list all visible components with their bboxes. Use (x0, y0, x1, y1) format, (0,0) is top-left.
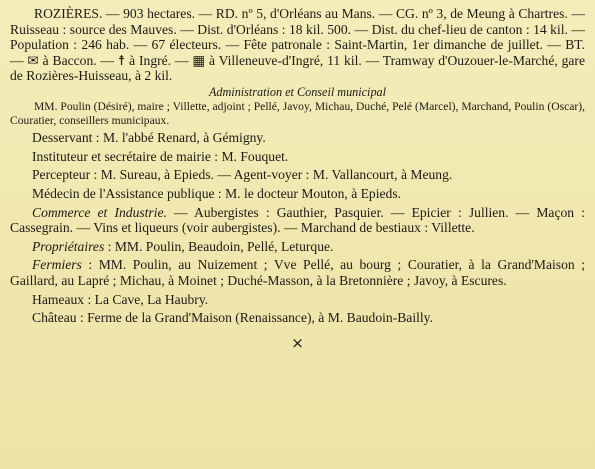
hameaux-line: Hameaux : La Cave, La Haubry. (32, 291, 209, 307)
fermiers-label: Fermiers (32, 257, 82, 273)
section-heading-administration: Administration et Conseil municipal (208, 84, 387, 99)
chateau-line: Château : Ferme de la Grand'Maison (Renaissance), à M. Baudoin-Bailly. (32, 310, 433, 326)
fermiers-paragraph (10, 257, 585, 288)
commerce-label: Commerce et Industrie. (32, 204, 167, 220)
commerce-text: — Aubergistes : Gauthier, Pasquier. — Epicier : Jullien. — Maçon : Cassegrain. — Vins et liqueurs (voir aubergistes). — Marchand de bestiaux : Villette. (10, 204, 585, 236)
fermiers-text: : MM. Poulin, au Nuizement ; Vve Pellé, au bourg ; Couratier, à la Grand'Maison ; Gaillard, au Lapré ; Michau, à Moinet ; Duché-Masson, à la Bretonnière ; Javoy, à Escures. (10, 257, 585, 288)
proprietaires-text: : MM. Poulin, Beaudoin, Pellé, Leturque. (104, 238, 334, 254)
proprietaires-paragraph (10, 239, 585, 255)
commerce-paragraph (10, 205, 585, 236)
instituteur-line: Instituteur et secrétaire de mairie : M. Fouquet. (32, 148, 289, 164)
desservant-line: Desservant : M. l'abbé Renard, à Gémigny. (32, 130, 266, 146)
proprietaires-label: Propriétaires (32, 238, 105, 254)
commune-entry-rozieres: ROZIÈRES. — 903 hectares. — RD. nº 5, d'Orléans au Mans. — CG. nº 3, de Meung à Chartres. — Ruisseau : source des Mauves. — Dist. d'Orléans : 18 kil. 500. — Dist. du chef-lieu de canton : 14 kil. — Population : 246 hab. — 67 électeurs. — Fête patronale : Saint-Martin, 1er dimanche de juillet. — BT. — ✉ à Baccon. — ☨ à Ingré. — ▦ à Villeneuve-d'Ingré, 11 kil. — Tramway d'Ouzouer-le-Marché, gare de Rozières-Huisseau, à 2 kil. (10, 6, 585, 84)
percepteur-line: Percepteur : M. Sureau, à Epieds. — Agent-voyer : M. Vallancourt, à Meung. (32, 167, 453, 183)
municipal-council-list: MM. Poulin (Désiré), maire ; Villette, adjoint ; Pellé, Javoy, Michau, Duché, Pelé (Marcel), Marchand, Poulin (Oscar), Couratier, conseillers municipaux. (10, 99, 585, 127)
end-mark-icon: × (291, 333, 304, 352)
medecin-line: Médecin de l'Assistance publique : M. le docteur Mouton, à Epieds. (32, 185, 402, 201)
